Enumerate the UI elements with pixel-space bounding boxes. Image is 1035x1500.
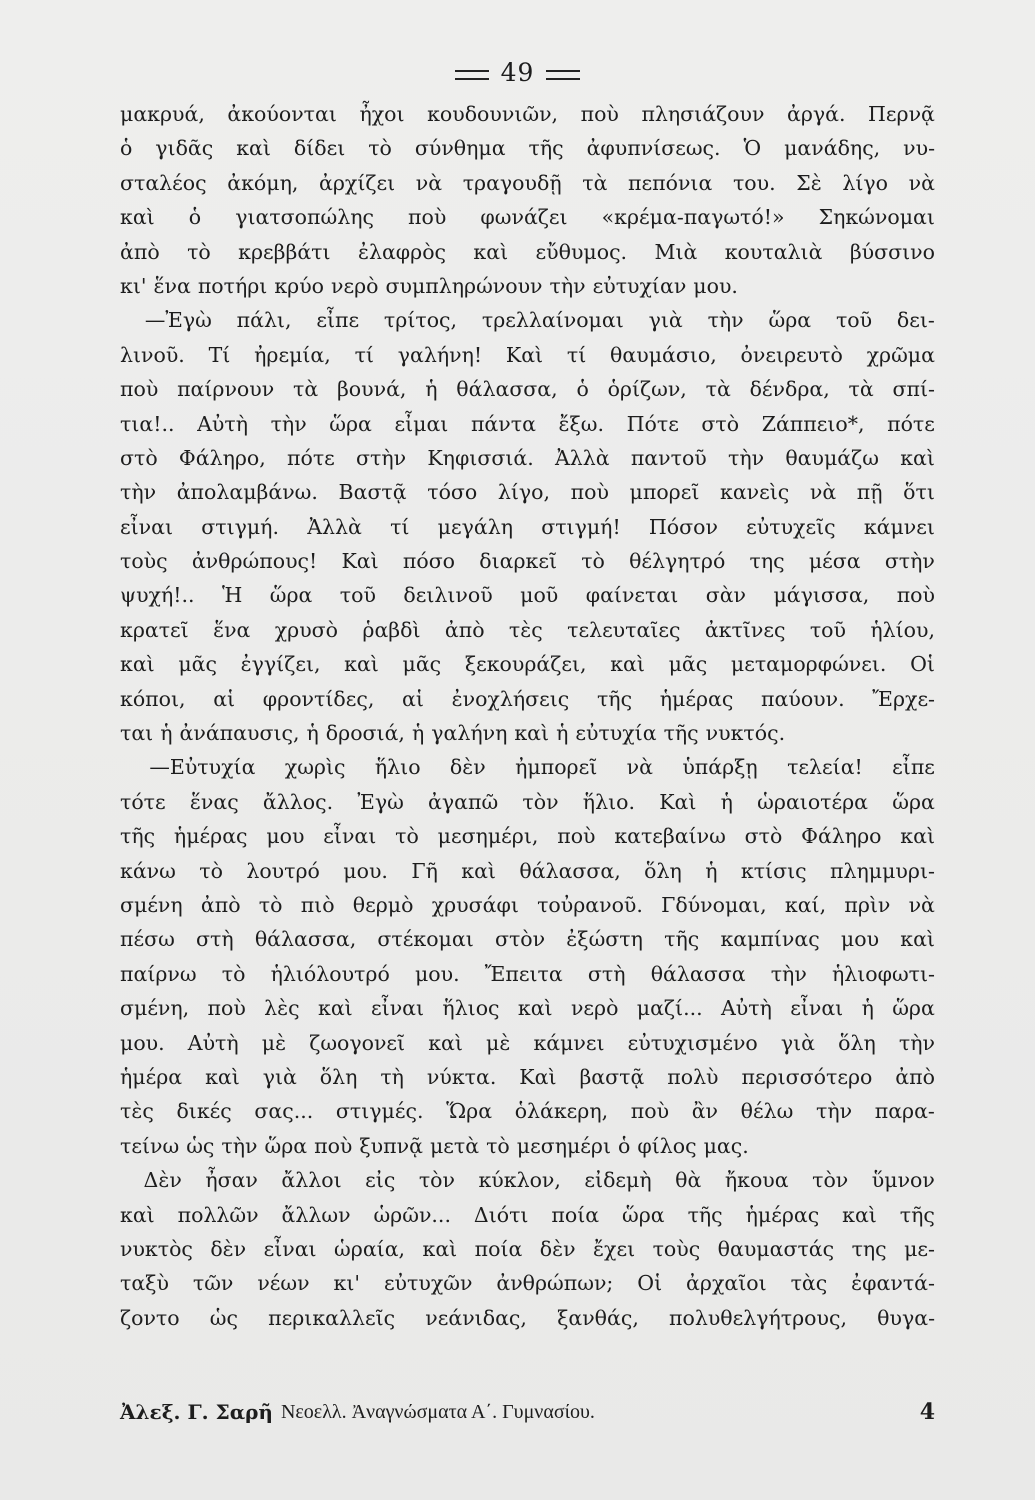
- signature-mark: 4: [919, 1399, 935, 1425]
- text-line: στὸ Φάληρο, πότε στὴν Κηφισσιά. Ἀλλὰ παντοῦ τὴν θαυμάζω καὶ: [120, 445, 935, 470]
- text-line: τὲς δικές σας... στιγμές. Ὥρα ὁλάκερη, ποὺ ἂν θέλω τὴν παρα-: [120, 1099, 935, 1124]
- text-line: παίρνω τὸ ἡλιόλουτρό μου. Ἔπειτα στὴ θάλασσα τὴν ἡλιοφωτι-: [120, 961, 935, 986]
- text-line: ζοντο ὡς περικαλλεῖς νεάνιδας, ξανθάς, πολυθελγήτρους, θυγα-: [120, 1305, 935, 1330]
- text-line: μακρυά, ἀκούονται ἦχοι κουδουνιῶν, ποὺ πλησιάζουν ἀργά. Περνᾷ: [120, 102, 935, 126]
- text-line: εἶναι στιγμή. Ἀλλὰ τί μεγάλη στιγμή! Πόσον εὐτυχεῖς κάμνει: [120, 514, 935, 539]
- text-line: πέσω στὴ θάλασσα, στέκομαι στὸν ἐξώστη τῆς καμπίνας μου καὶ: [120, 927, 935, 952]
- text-line: τῆς ἡμέρας μου εἶναι τὸ μεσημέρι, ποὺ κατεβαίνω στὸ Φάληρο καὶ: [120, 824, 935, 849]
- text-line: καὶ ὁ γιατσοπώλης ποὺ φωνάζει «κρέμα-παγωτό!» Σηκώνομαι: [120, 205, 935, 230]
- text-line: κόποι, αἱ φροντίδες, αἱ ἐνοχλήσεις τῆς ἡμέρας παύουν. Ἔρχε-: [120, 686, 935, 711]
- page-number-header: [0, 58, 1035, 87]
- text-line: ταξὺ τῶν νέων κι' εὐτυχῶν ἀνθρώπων; Οἱ ἀρχαῖοι τὰς ἐφαντά-: [120, 1271, 935, 1296]
- text-line: κάνω τὸ λουτρό μου. Γῆ καὶ θάλασσα, ὅλη ἡ κτίσις πλημμυρι-: [120, 858, 935, 883]
- footer-left: [120, 1395, 595, 1429]
- right-rule: [546, 70, 580, 80]
- text-line: καὶ μᾶς ἐγγίζει, καὶ μᾶς ξεκουράζει, καὶ μᾶς μεταμορφώνει. Οἱ: [120, 652, 935, 677]
- text-line: ποὺ παίρνουν τὰ βουνά, ἡ θάλασσα, ὁ ὁρίζων, τὰ δένδρα, τὰ σπί-: [120, 377, 935, 402]
- text-line: ἀπὸ τὸ κρεββάτι ἐλαφρὸς καὶ εὔθυμος. Μιὰ κουταλιὰ βύσσινο: [120, 239, 935, 264]
- text-line: —Εὐτυχία χωρὶς ἥλιο δὲν ἠμπορεῖ νὰ ὑπάρξῃ τελεία! εἶπε: [149, 755, 935, 780]
- footer-author: Ἀλεξ. Γ. Σαρῆ: [120, 1400, 273, 1424]
- text-line: λινοῦ. Τί ἠρεμία, τί γαλήνη! Καὶ τί θαυμάσιο, ὀνειρευτὸ χρῶμα: [120, 342, 935, 367]
- text-line: —Ἐγὼ πάλι, εἶπε τρίτος, τρελλαίνομαι γιὰ τὴν ὥρα τοῦ δει-: [144, 308, 935, 333]
- text-line: ψυχή!.. Ἡ ὥρα τοῦ δειλινοῦ μοῦ φαίνεται σὰν μάγισσα, ποὺ: [120, 583, 935, 608]
- text-line: Δὲν ἦσαν ἄλλοι εἰς τὸν κύκλον, εἰδεμὴ θὰ ἤκουα τὸν ὕμνον: [143, 1168, 935, 1193]
- text-line: τείνω ὡς τὴν ὥρα ποὺ ξυπνᾷ μετὰ τὸ μεσημέρι ὁ φίλος μας.: [120, 1133, 749, 1158]
- text-line: σμένη, ποὺ λὲς καὶ εἶναι ἥλιος καὶ νερὸ μαζί... Αὐτὴ εἶναι ἡ ὥρα: [120, 996, 935, 1021]
- text-line: μου. Αὐτὴ μὲ ζωογονεῖ καὶ μὲ κάμνει εὐτυχισμένο γιὰ ὅλη τὴν: [120, 1030, 935, 1055]
- text-line: ὁ γιδᾶς καὶ δίδει τὸ σύνθημα τῆς ἀφυπνίσεως. Ὁ μανάδης, νυ-: [120, 136, 935, 161]
- text-line: τια!.. Αὐτὴ τὴν ὥρα εἶμαι πάντα ἔξω. Πότε στὸ Ζάππειο*, πότε: [120, 411, 935, 436]
- text-line: τὴν ἀπολαμβάνω. Βαστᾷ τόσο λίγο, ποὺ μπορεῖ κανεὶς νὰ πῇ ὅτι: [120, 480, 935, 505]
- page-number: 49: [500, 58, 535, 87]
- text-line: καὶ πολλῶν ἄλλων ὡρῶν... Διότι ποία ὥρα τῆς ἡμέρας καὶ τῆς: [120, 1202, 935, 1227]
- text-line: τοὺς ἀνθρώπους! Καὶ πόσο διαρκεῖ τὸ θέλγητρό της μέσα στὴν: [120, 549, 935, 574]
- text-line: σμένη ἀπὸ τὸ πιὸ θερμὸ χρυσάφι τοὐρανοῦ. Γδύνομαι, καί, πρὶν νὰ: [120, 892, 935, 917]
- text-line: κρατεῖ ἕνα χρυσὸ ῥαβδὶ ἀπὸ τὲς τελευταῖες ἀκτῖνες τοῦ ἡλίου,: [120, 617, 935, 642]
- text-line: νυκτὸς δὲν εἶναι ὡραία, καὶ ποία δὲν ἔχει τοὺς θαυμαστάς της με-: [120, 1236, 935, 1261]
- text-line: ται ἡ ἀνάπαυσις, ἡ δροσιά, ἡ γαλήνη καὶ ἡ εὐτυχία τῆς νυκτός.: [120, 721, 786, 746]
- body-text: [120, 97, 935, 1335]
- page-footer: [120, 1395, 935, 1429]
- text-line: κι' ἕνα ποτήρι κρύο νερὸ συμπληρώνουν τὴν εὐτυχίαν μου.: [120, 273, 738, 298]
- text-line: σταλέος ἀκόμη, ἀρχίζει νὰ τραγουδῇ τὰ πεπόνια του. Σὲ λίγο νὰ: [120, 170, 935, 195]
- footer-title: Νεοελλ. Ἀναγνώσματα Α΄. Γυμνασίου.: [280, 1401, 595, 1423]
- left-rule: [455, 70, 489, 80]
- text-line: ἡμέρα καὶ γιὰ ὅλη τὴ νύκτα. Καὶ βαστᾷ πολὺ περισσότερο ἀπὸ: [120, 1064, 935, 1089]
- text-line: τότε ἕνας ἄλλος. Ἐγὼ ἀγαπῶ τὸν ἥλιο. Καὶ ἡ ὡραιοτέρα ὥρα: [120, 789, 935, 814]
